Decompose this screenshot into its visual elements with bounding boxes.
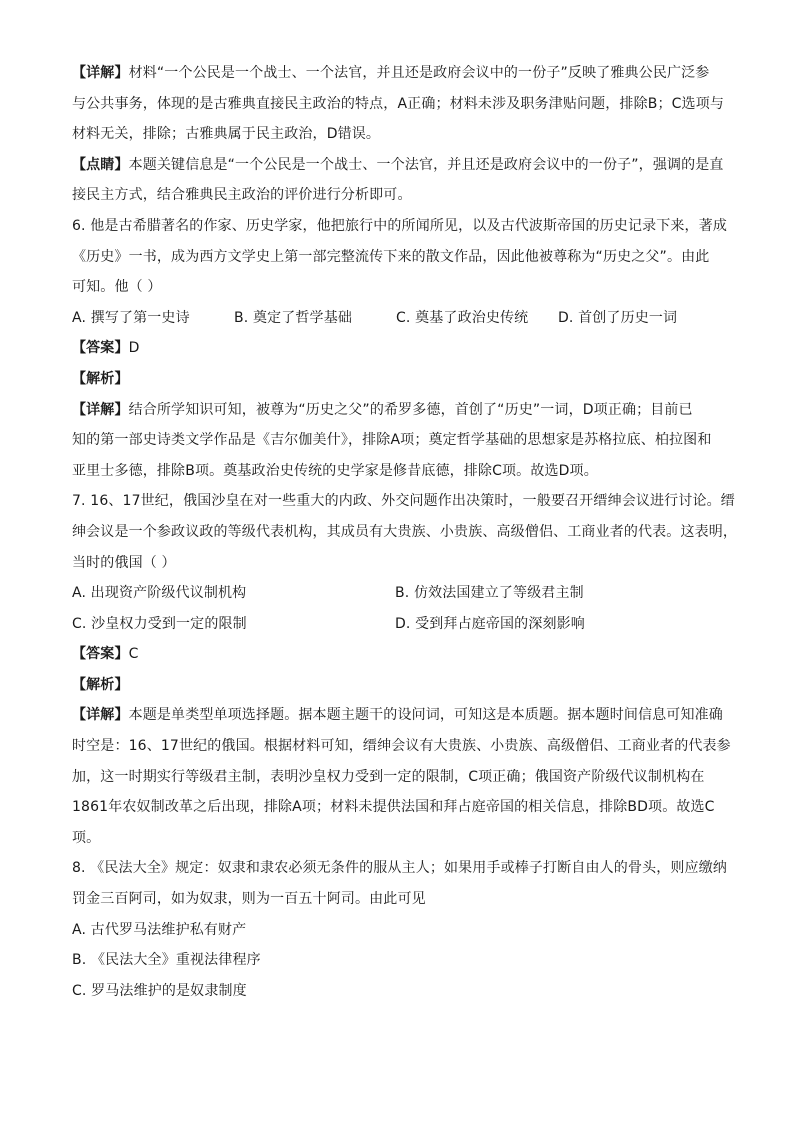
- q7-options-row-2: [72, 609, 732, 640]
- q6-option-c: C. 奠基了政治史传统: [396, 309, 529, 326]
- q7-option-a: A. 出现资产阶级代议制机构: [72, 585, 247, 602]
- q7-detail-line-3: 加，这一时期实行等级君主制，表明沙皇权力受到一定的限制，C项正确；俄国资产阶级代议制机构在: [72, 768, 705, 785]
- exam-page: [72, 58, 738, 1006]
- q7-detail-line-1: 【详解】本题是单类型单项选择题。据本题主题干的设问词，可知这是本质题。据本题时间信息可知准确: [72, 707, 723, 724]
- q7-stem-line-2: 绅会议是一个参政议政的等级代表机构，其成员有大贵族、小贵族、高级僧侣、工商业者的代表。这表明，: [72, 523, 738, 540]
- q6-detail-line-2: 知的第一部史诗类文学作品是《吉尔伽美什》，排除A项；奠定哲学基础的思想家是苏格拉底、柏拉图和: [72, 432, 712, 449]
- q6-stem-line-3: 可知。他（ ）: [72, 279, 162, 296]
- q7-option-b: B. 仿效法国建立了等级君主制: [395, 585, 584, 602]
- q7-detail-line-5: 项。: [72, 829, 101, 846]
- q5-point-line-1: 【点睛】本题关键信息是“一个公民是一个战士、一个法官，并且还是政府会议中的一份子”，强调的是直: [72, 156, 724, 173]
- q7-stem-line-3: 当时的俄国（ ）: [72, 554, 176, 571]
- q6-option-b: B. 奠定了哲学基础: [234, 309, 353, 326]
- q7-detail-line-4: 1861年农奴制改革之后出现，排除A项；材料未提供法国和拜占庭帝国的相关信息，排除BD项。故选C: [72, 799, 715, 816]
- detail-tag: 【详解】: [72, 65, 129, 81]
- q8-stem-line-2: 罚金三百阿司，如为奴隶，则为一百五十阿司。由此可见: [72, 891, 426, 908]
- q6-answer-value: D: [128, 340, 140, 357]
- q8-option-c: C. 罗马法维护的是奴隶制度: [72, 982, 247, 999]
- q7-option-d: D. 受到拜占庭帝国的深刻影响: [395, 615, 585, 632]
- q5-detail-line-1: 【详解】材料“一个公民是一个战士、一个法官，并且还是政府会议中的一份子”反映了雅典公民广泛参: [72, 65, 710, 81]
- q8-option-a: A. 古代罗马法维护私有财产: [72, 921, 247, 938]
- q6-option-d: D. 首创了历史一词: [558, 309, 678, 326]
- q6-analysis-tag: 【解析】: [72, 370, 129, 387]
- q7-answer-value: C: [128, 646, 139, 663]
- q7-detail-line-2: 时空是：16、17世纪的俄国。根据材料可知，缙绅会议有大贵族、小贵族、高级僧侣、工商业者的代表参: [72, 738, 731, 755]
- q7-stem-line-1: 7. 16、17世纪，俄国沙皇在对一些重大的内政、外交问题作出决策时，一般要召开缙绅会议进行讨论。缙: [72, 493, 735, 510]
- answer-tag: 【答案】: [72, 646, 129, 663]
- q8-stem-line-1: 8. 《民法大全》规定：奴隶和隶农必须无条件的服从主人；如果用手或棒子打断自由人的骨头，则应缴纳: [72, 860, 728, 877]
- q7-analysis-tag: 【解析】: [72, 676, 129, 693]
- q6-stem-line-2: 《历史》一书，成为西方文学史上第一部完整流传下来的散文作品，因此他被尊称为“历史之父”。由此: [72, 248, 710, 265]
- q5-point-line-2: 接民主方式，结合雅典民主政治的评价进行分析即可。: [72, 187, 412, 204]
- q7-answer: [72, 639, 732, 670]
- q8-option-b: B. 《民法大全》重视法律程序: [72, 952, 261, 969]
- q6-answer: [72, 333, 732, 364]
- q7-options-row-1: [72, 578, 732, 609]
- q6-detail-line-3: 亚里士多德，排除B项。奠基政治史传统的史学家是修昔底德，排除C项。故选D项。: [72, 462, 598, 479]
- detail-tag: 【详解】: [72, 707, 129, 724]
- q6-stem-line-1: 6. 他是古希腊著名的作家、历史学家，他把旅行中的所闻所见，以及古代波斯帝国的历史记录下来，著成: [72, 217, 728, 234]
- q5-detail-line-3: 材料无关，排除；古雅典属于民主政治，D错误。: [72, 126, 381, 143]
- answer-tag: 【答案】: [72, 340, 129, 357]
- q5-detail-line-2: 与公共事务，体现的是古雅典直接民主政治的特点，A正确；材料未涉及职务津贴问题，排除B；C选项与: [72, 95, 725, 112]
- q6-detail-line-1: 【详解】结合所学知识可知，被尊为“历史之父”的希罗多德，首创了“历史”一词，D项正确；目前已: [72, 401, 693, 418]
- point-tag: 【点睛】: [72, 156, 129, 173]
- q6-options: [72, 303, 732, 334]
- q7-option-c: C. 沙皇权力受到一定的限制: [72, 615, 247, 632]
- detail-tag: 【详解】: [72, 401, 129, 418]
- q6-option-a: A. 撰写了第一史诗: [72, 309, 190, 326]
